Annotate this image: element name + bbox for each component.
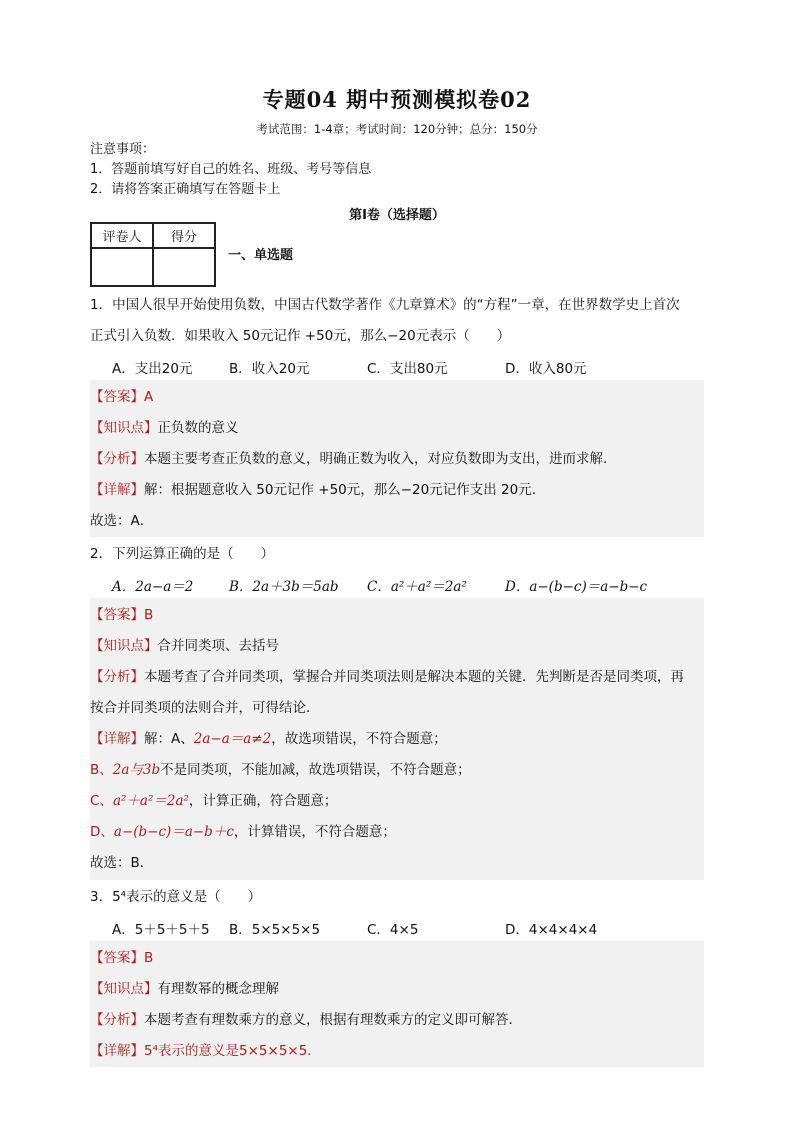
q1-option-c: C．支出80元 [367,361,448,377]
q2-option-c: C．a²＋a²＝2a² [367,579,467,595]
q2-option-a: A．2a−a＝2 [112,579,194,595]
notes-heading: 注意事项： [90,142,156,157]
q2-knowledge: 【知识点】合并同类项、去括号 [90,638,279,654]
q1-solution-box [90,380,704,537]
q2-analysis-line1: 【分析】本题考查了合并同类项，掌握合并同类项法则是解决本题的关键．先判断是否是同类项，再 [90,669,684,685]
q3-option-c: C．4×5 [367,922,419,938]
q2-detail-b: B、2a与3b不是同类项，不能加减，故选项错误，不符合题意； [90,762,471,778]
q1-option-b: B．收入20元 [229,361,310,377]
q1-option-d: D．收入80元 [505,361,587,377]
note-item-1: 1．答题前填写好自己的姓名、班级、考号等信息 [90,162,372,177]
q3-answer: 【答案】B [90,950,154,966]
q2-detail-c: C、a²＋a²＝2a²，计算正确，符合题意； [90,793,338,809]
q1-answer: 【答案】A [90,389,154,405]
q3-option-a: A．5＋5＋5＋5 [112,922,210,938]
q3-solution-box [90,941,704,1067]
score-table-cell-grader [91,248,153,286]
q2-option-b: B．2a＋3b＝5ab [229,579,339,595]
q2-detail-d: D、a−(b−c)＝a−b＋c，计算错误，不符合题意； [90,824,396,840]
section-heading: 一、单选题 [228,248,294,263]
score-table [90,222,216,287]
q1-analysis: 【分析】本题主要考查正负数的意义，明确正数为收入，对应负数即为支出，进而求解． [90,451,617,467]
q3-option-b: B．5×5×5×5 [229,922,321,938]
q2-option-d: D．a−(b−c)＝a−b−c [505,579,648,595]
q2-answer: 【答案】B [90,607,154,623]
score-table-header-score: 得分 [153,223,215,248]
q3-analysis: 【分析】本题考查有理数乘方的意义，根据有理数乘方的定义即可解答． [90,1012,522,1028]
q2-stem: 2．下列运算正确的是（ ） [90,546,275,562]
part-title: 第I卷（选择题） [349,208,445,223]
note-item-2: 2．请将答案正确填写在答题卡上 [90,182,281,197]
q3-detail: 【详解】5⁴表示的意义是5×5×5×5． [90,1043,321,1059]
q3-option-d: D．4×4×4×4 [505,922,598,938]
q3-stem: 3．5⁴表示的意义是（ ） [90,889,262,905]
q2-detail-a: 【详解】解：A、2a−a＝a≠2，故选项错误，不符合题意； [90,731,447,747]
exam-info: 考试范围：1-4章；考试时间：120分钟；总分：150分 [256,122,538,136]
q1-stem-line1: 1．中国人很早开始使用负数，中国古代数学著作《九章算术》的“方程”一章，在世界数学史上首次 [90,297,680,313]
q2-solution-box [90,598,704,880]
q2-analysis-line2: 按合并同类项的法则合并，可得结论． [90,700,320,716]
q1-detail: 【详解】解：根据题意收入 50元记作 +50元，那么−20元记作支出 20元． [90,482,546,498]
page-title: 专题04 期中预测模拟卷02 [262,87,532,112]
q1-knowledge: 【知识点】正负数的意义 [90,420,239,436]
q1-stem-line2: 正式引入负数．如果收入 50元记作 +50元，那么−20元表示（ ） [90,328,511,344]
q1-conclusion: 故选：A． [90,513,154,529]
score-table-cell-score [153,248,215,286]
score-table-header-grader: 评卷人 [91,223,153,248]
q1-option-a: A．支出20元 [112,361,193,377]
q2-conclusion: 故选：B． [90,855,154,871]
q3-knowledge: 【知识点】有理数幂的概念理解 [90,981,279,997]
